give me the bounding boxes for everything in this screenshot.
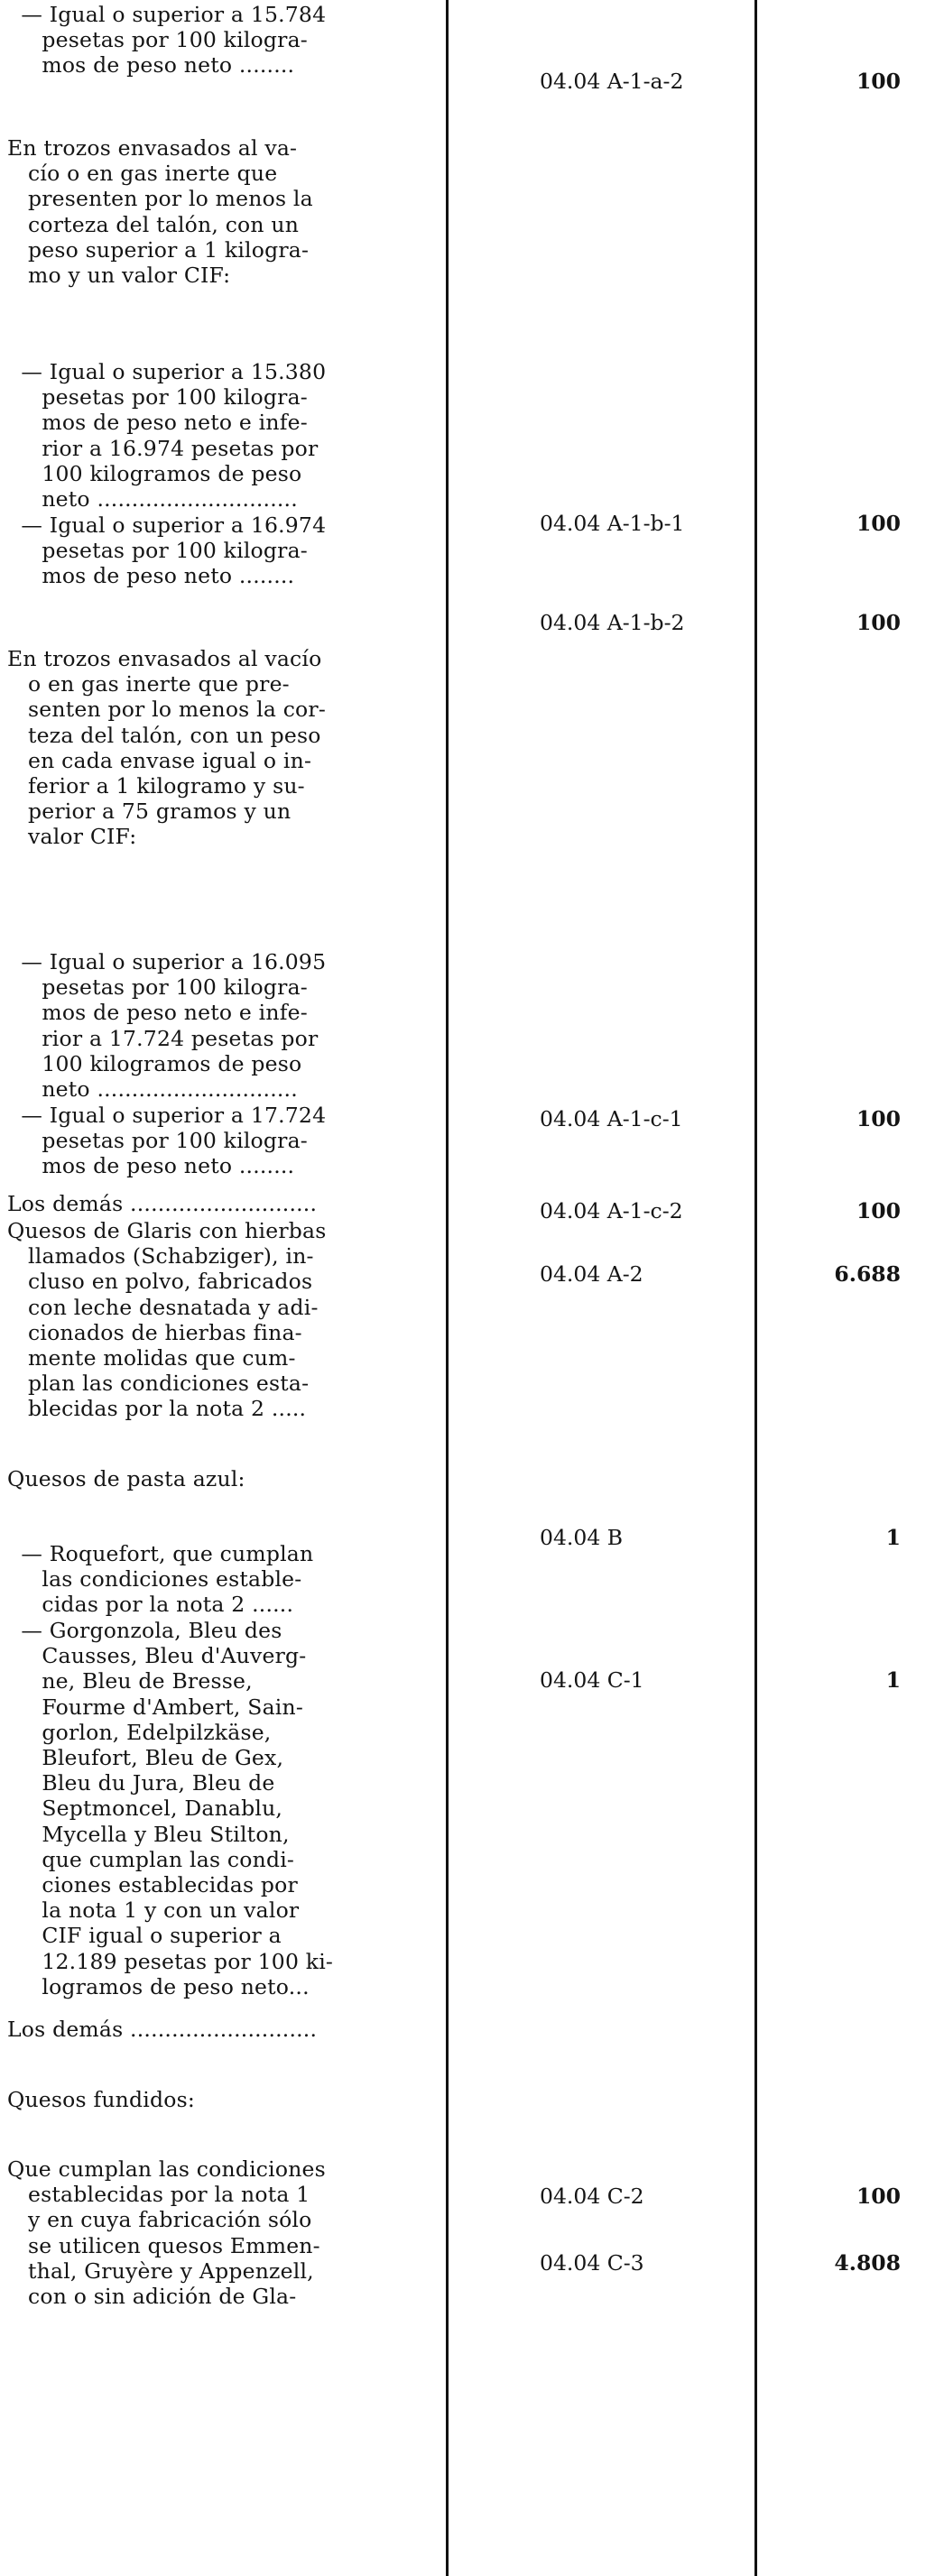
description-block: En trozos envasados al va- cío o en gas inerte que presenten por lo menos la corteza del talón, con un peso superior a 1 kilogra- mo y un valor CIF:	[7, 135, 313, 289]
column-divider-right	[754, 0, 757, 2576]
tariff-value: 4.808	[834, 2250, 901, 2276]
description-block: — Gorgonzola, Bleu des Causses, Bleu d'Auverg- ne, Bleu de Bresse, Fourme d'Ambert, Sain- gorlon, Edelpilzkäse, Bleufort, Bleu de Gex, Bleu du Jura, Bleu de Septmoncel, Danablu, Mycella y Bleu Stilton, que cumplan las condi- ciones establecidas por la nota 1 y con un valor CIF igual o superior a 12.189 pesetas por 100 ki- logramos de peso neto...	[21, 1618, 334, 1999]
description-block: En trozos envasados al vacío o en gas inerte que pre- senten por lo menos la cor- teza del talón, con un peso en cada envase igual o in- ferior a 1 kilogramo y su- perior a 75 gramos y un valor CIF:	[7, 646, 326, 850]
tariff-value: 100	[856, 2184, 901, 2209]
column-divider-left	[446, 0, 449, 2576]
tariff-value: 100	[856, 610, 901, 635]
description-block: — Igual o superior a 16.974 pesetas por 100 kilogra- mos de peso neto ........	[21, 512, 327, 589]
description-block: Quesos fundidos:	[7, 2087, 195, 2112]
tariff-code: 04.04 C-3	[540, 2250, 644, 2276]
description-block: Los demás ...........................	[7, 1191, 318, 1216]
description-block: — Roquefort, que cumplan las condiciones estable- cidas por la nota 2 ......	[21, 1541, 314, 1618]
tariff-code: 04.04 A-1-b-1	[540, 511, 685, 536]
description-block: — Igual o superior a 16.095 pesetas por 100 kilogra- mos de peso neto e infe- rior a 17.724 pesetas por 100 kilogramos de peso neto .............................	[21, 949, 327, 1103]
tariff-value: 6.688	[834, 1261, 901, 1287]
description-block: — Igual o superior a 15.380 pesetas por 100 kilogra- mos de peso neto e infe- rior a 16.974 pesetas por 100 kilogramos de peso neto .............................	[21, 359, 327, 512]
tariff-value: 1	[885, 1525, 901, 1550]
tariff-code: 04.04 A-1-c-2	[540, 1198, 683, 1223]
description-block: — Igual o superior a 17.724 pesetas por 100 kilogra- mos de peso neto ........	[21, 1103, 327, 1179]
tariff-code: 04.04 A-1-b-2	[540, 610, 685, 635]
tariff-code: 04.04 A-2	[540, 1261, 643, 1287]
tariff-value: 100	[856, 511, 901, 536]
tariff-value: 1	[885, 1667, 901, 1693]
tariff-code: 04.04 B	[540, 1525, 624, 1550]
description-block: — Igual o superior a 15.784 pesetas por 100 kilogra- mos de peso neto ........	[21, 2, 327, 78]
description-block: Quesos de Glaris con hierbas llamados (Schabziger), in- cluso en polvo, fabricados con leche desnatada y adi- cionados de hierbas fina- mente molidas que cum- plan las condiciones esta- blecidas por la nota 2 .....	[7, 1218, 327, 1422]
tariff-code: 04.04 C-1	[540, 1667, 644, 1693]
description-block: Los demás ...........................	[7, 2017, 318, 2042]
tariff-value: 100	[856, 1198, 901, 1223]
tariff-code: 04.04 C-2	[540, 2184, 644, 2209]
tariff-code: 04.04 A-1-c-1	[540, 1106, 683, 1131]
description-block: Que cumplan las condiciones establecidas por la nota 1 y en cuya fabricación sólo se utilicen quesos Emmen- thal, Gruyère y Appenzell, con o sin adición de Gla-	[7, 2156, 326, 2310]
tariff-value: 100	[856, 1106, 901, 1131]
description-block: Quesos de pasta azul:	[7, 1466, 245, 1491]
tariff-value: 100	[856, 69, 901, 94]
tariff-code: 04.04 A-1-a-2	[540, 69, 684, 94]
